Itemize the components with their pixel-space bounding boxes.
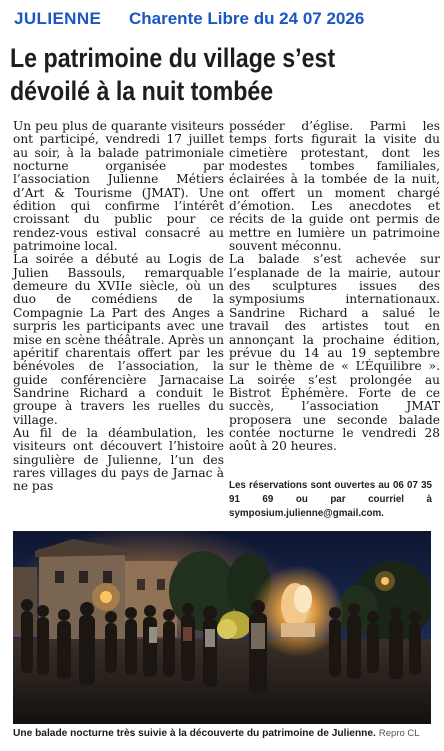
article-column-right bbox=[229, 120, 440, 454]
reservation-info: Les réservations sont ouvertes au 06 07 35 91 69 ou par courriel à symposium.julienne@gmail.com. bbox=[229, 480, 432, 519]
photo-caption bbox=[13, 727, 433, 740]
paragraph: posséder d’église. Parmi les temps forts figurait la visite du cimetière protestant, dont les modestes tombes familiales, éclairées à la tombée de la nuit, ont offert un moment chargé d’émotion. Les anecdotes et récits de la guide ont permis de mettre en lumière un patrimoine souvent méconnu. bbox=[229, 119, 440, 254]
commune-name: JULIENNE bbox=[14, 9, 102, 28]
headline-line-1: Le patrimoine du village s’est bbox=[10, 43, 336, 73]
photo-credit: Repro CL bbox=[378, 728, 420, 739]
article-headline bbox=[10, 42, 378, 108]
caption-text: Une balade nocturne très suivie à la découverte du patrimoine de Julienne. bbox=[13, 728, 376, 739]
masthead bbox=[6, 6, 438, 32]
headline-line-2: dévoilé à la nuit tombée bbox=[10, 76, 274, 106]
newspaper-source: Charente Libre du 24 07 2026 bbox=[129, 9, 365, 28]
paragraph: Un peu plus de quarante visiteurs ont participé, vendredi 17 juillet au soir, à la balade patrimoniale nocturne organisée par l’association Julienne Métiers d’Art & Tourisme (JMAT). Une édition qui confirme l’intérêt croissant du public pour ce rendez-vous estival consacré au patrimoine local. bbox=[13, 119, 224, 254]
article-column-left bbox=[13, 120, 224, 494]
night-walk-illustration bbox=[13, 531, 431, 724]
paragraph: Au fil de la déambulation, les visiteurs ont découvert l’histoire singulière de Julienne, l’un des rares villages du pays de Jarnac à ne pas bbox=[13, 425, 224, 494]
paragraph: La soirée a débuté au Logis de Julien Bassouls, remarquable demeure du XVIIe siècle, où un duo de comédiens de la Compagnie La Part des Anges a surpris les participants avec une mise en scène théâtrale. Après un apéritif charentais offert par les bénévoles de l’association, la guide conférencière Jarnacaise Sandrine Richard a conduit le groupe à travers les ruelles du village. bbox=[13, 252, 224, 427]
article-photo bbox=[13, 531, 431, 724]
paragraph: La balade s’est achevée sur l’esplanade de la mairie, autour des sculptures issues des symposiums internationaux. Sandrine Richard a salué le travail des artistes tout en annonçant la prochaine édition, prévue du 14 au 19 septembre sur le thème de « L’Équilibre ». La soirée s’est prolongée au Bistrot Éphémère. Forte de ce succès, l’association JMAT proposera une seconde balade contée nocturne le vendredi 28 août à 20 heures. bbox=[229, 252, 440, 454]
